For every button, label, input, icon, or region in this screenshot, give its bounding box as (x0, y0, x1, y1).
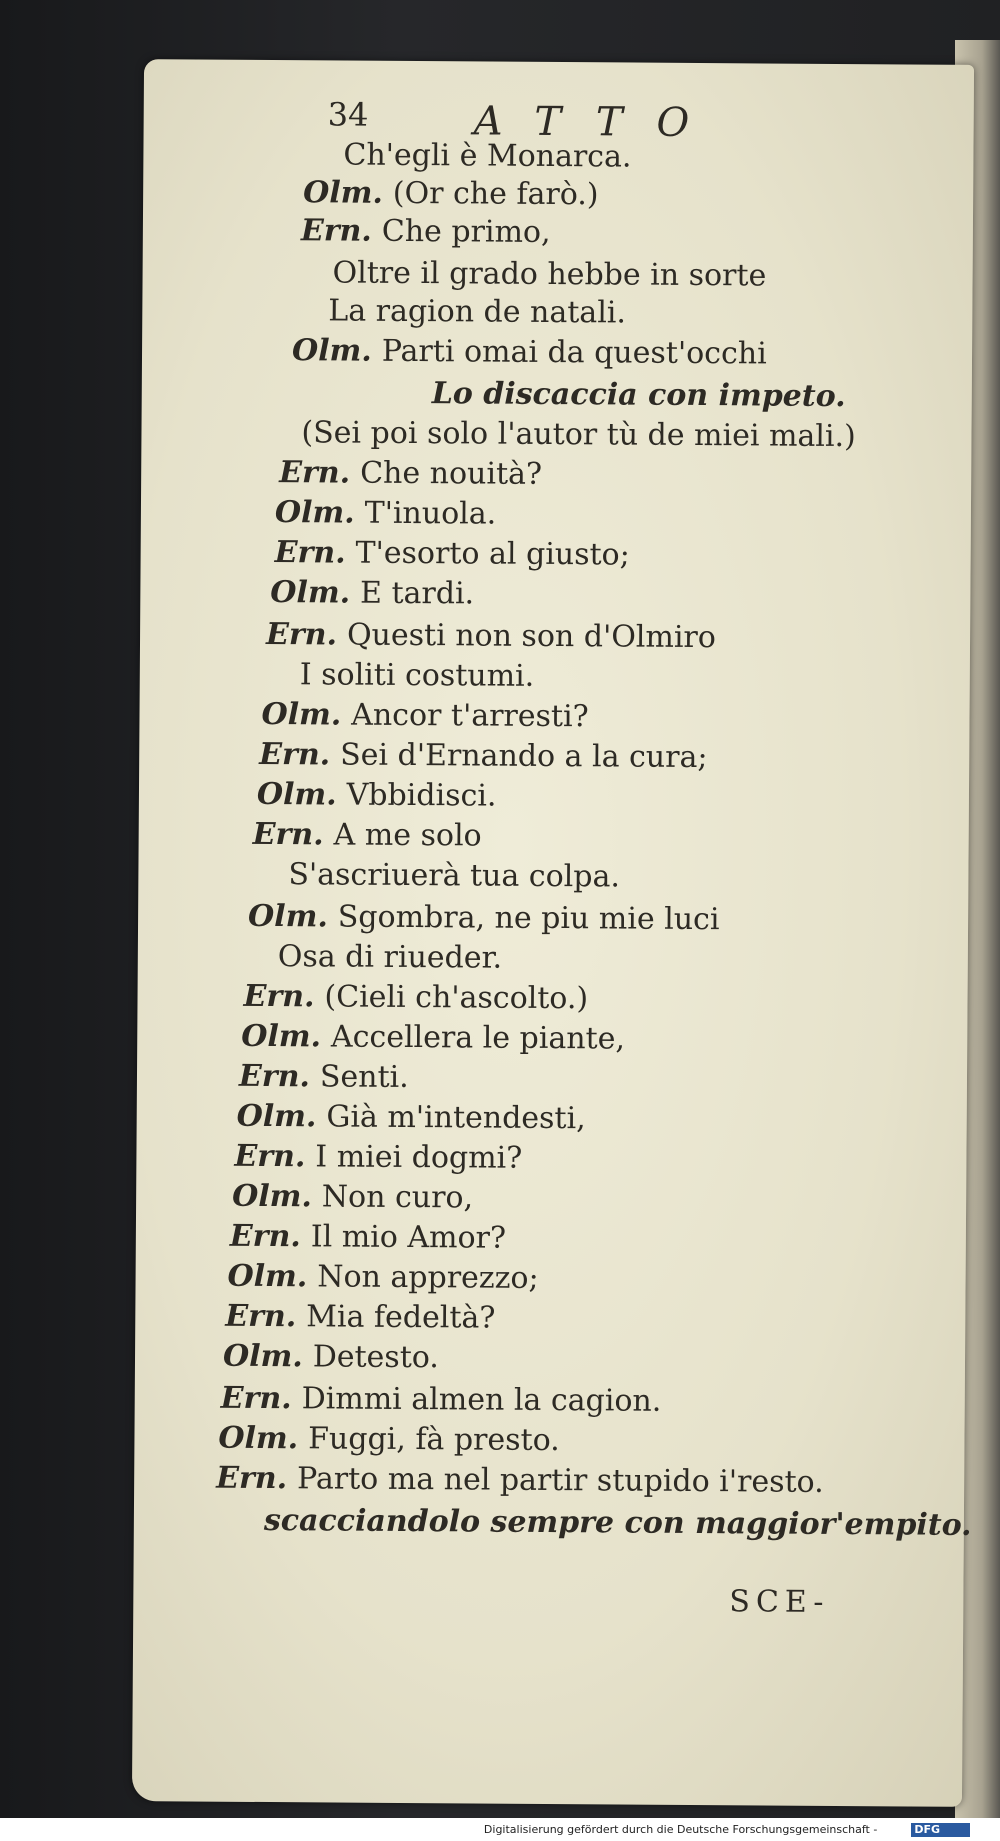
running-header: ATTO (473, 98, 724, 147)
verse-line: Ern. A me solo (252, 816, 482, 854)
verse-line: Ern. T'esorto al giusto; (274, 535, 630, 573)
verse-line: Olm. Detesto. (222, 1338, 440, 1376)
stage-direction: Lo discaccia con impeto. (431, 376, 846, 415)
verse-line: I soliti costumi. (299, 657, 535, 694)
verse-line: Olm. Sgombra, ne piu mie luci (247, 898, 720, 938)
verse-line: Olm. Fuggi, fà presto. (218, 1420, 560, 1459)
verse-line: Ern. I miei dogmi? (234, 1138, 523, 1176)
verse-line: Olm. Ancor t'arresti? (261, 696, 589, 735)
verse-line: Ern. Che nouità? (279, 455, 543, 492)
verse-line: Olm. T'inuola. (274, 495, 497, 532)
verse-line: Olm. E tardi. (270, 575, 475, 612)
verse-line: Ern. Sei d'Ernando a la cura; (259, 736, 708, 776)
verse-line: Olm. Vbbidisci. (256, 776, 497, 814)
verse-line: Olm. Accellera le piante, (241, 1018, 626, 1057)
verse-line: Osa di riueder. (277, 939, 503, 976)
digitization-footer (0, 1818, 1000, 1841)
book-page (132, 59, 974, 1807)
verse-line: Ern. Mia fedeltà? (225, 1298, 496, 1336)
verse-line: Olm. (Or che farò.) (303, 175, 599, 213)
catchword: SCE- (729, 1584, 830, 1620)
verse-line: Ern. Il mio Amor? (229, 1218, 507, 1256)
footer-credit: Digitalisierung gefördert durch die Deutsche Forschungsgemeinschaft - (483, 1823, 878, 1836)
page-number: 34 (327, 95, 369, 134)
verse-line: Ern. Senti. (238, 1058, 409, 1095)
verse-line: Ern. Che primo, (300, 213, 551, 250)
verse-line: S'ascriuerà tua colpa. (288, 857, 621, 895)
verse-line: Ern. Dimmi almen la cagion. (220, 1380, 662, 1419)
verse-line: Ch'egli è Monarca. (343, 137, 632, 175)
verse-line: La ragion de natali. (328, 293, 627, 331)
verse-line: Oltre il grado hebbe in sorte (332, 255, 767, 294)
verse-line: (Sei poi solo l'autor tù de miei mali.) (301, 415, 856, 455)
verse-line: Olm. Parti omai da quest'occhi (291, 333, 767, 372)
verse-line: Ern. Questi non son d'Olmiro (265, 616, 717, 656)
verse-line: Ern. Parto ma nel partir stupido i'resto. (216, 1460, 824, 1500)
verse-line: Olm. Non apprezzo; (227, 1258, 539, 1296)
verse-line: Olm. Non curo, (232, 1178, 474, 1216)
stage-direction: scacciandolo sempre con maggior'empito. (263, 1502, 972, 1543)
verse-line: Ern. (Cieli ch'ascolto.) (243, 978, 589, 1017)
dfg-logo: DFG (911, 1823, 970, 1837)
verse-line: Olm. Già m'intendesti, (236, 1098, 586, 1137)
